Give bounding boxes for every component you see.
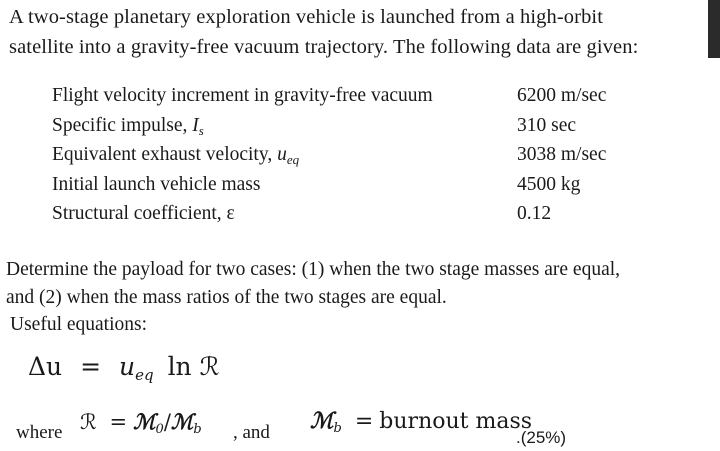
u-subscript: eq: [135, 366, 154, 384]
where-definitions: [16, 404, 716, 448]
data-label: Equivalent exhaust velocity, $u_{eq}$: [52, 144, 300, 167]
data-row-initial-mass: [52, 174, 652, 204]
data-value: 310 sec: [517, 114, 577, 136]
data-label: Flight velocity increment in gravity-free vacuum: [52, 85, 433, 106]
rocket-equation: [28, 352, 220, 384]
question-line-2: and (2) when the mass ratios of the two stages are equal.: [6, 287, 447, 308]
data-row-exhaust-velocity: [52, 144, 652, 174]
delta-u: Δu: [28, 352, 63, 381]
data-label: Initial launch vehicle mass: [52, 173, 261, 195]
mass-ratio-definition: ℛ = ℳ0/ℳb: [80, 409, 202, 437]
data-label: Specific impulse, $I_s$: [52, 114, 204, 138]
intro-line-1: A two-stage planetary exploration vehicle is launched from a high-orbit: [9, 6, 604, 28]
data-value: 6200 m/sec: [517, 85, 607, 106]
symbol: I: [192, 114, 199, 136]
symbol-subscript: s: [198, 122, 204, 138]
mass-ratio-symbol: ℛ: [199, 352, 220, 381]
data-row-specific-impulse: [52, 115, 652, 145]
data-label: Structural coefficient, ε: [52, 203, 235, 224]
data-value: 4500 kg: [517, 173, 581, 195]
given-data-table: [52, 85, 652, 233]
data-row-structural-coefficient: [52, 203, 652, 233]
intro-line-2: satellite into a gravity-free vacuum trajectory. The following data are given:: [9, 36, 639, 58]
marks-weight: .(25%): [516, 428, 567, 447]
u-symbol: u: [119, 352, 136, 381]
question-text: [6, 256, 716, 312]
symbol: u: [277, 144, 287, 165]
useful-equations-heading: Useful equations:: [10, 314, 148, 335]
comma-and: , and: [233, 422, 270, 443]
data-row-velocity-increment: [52, 85, 652, 115]
where-word: where: [16, 422, 63, 443]
problem-intro: [9, 2, 714, 62]
symbol-subscript: eq: [286, 152, 300, 167]
question-line-1: Determine the payload for two cases: (1) when the two stage masses are equal,: [6, 259, 621, 280]
data-value: 3038 m/sec: [517, 144, 607, 165]
equals-sign: =: [80, 352, 102, 381]
ln-function: ln: [167, 352, 192, 381]
data-value: 0.12: [517, 203, 552, 224]
burnout-mass-definition: ℳb = burnout mass: [310, 408, 533, 436]
